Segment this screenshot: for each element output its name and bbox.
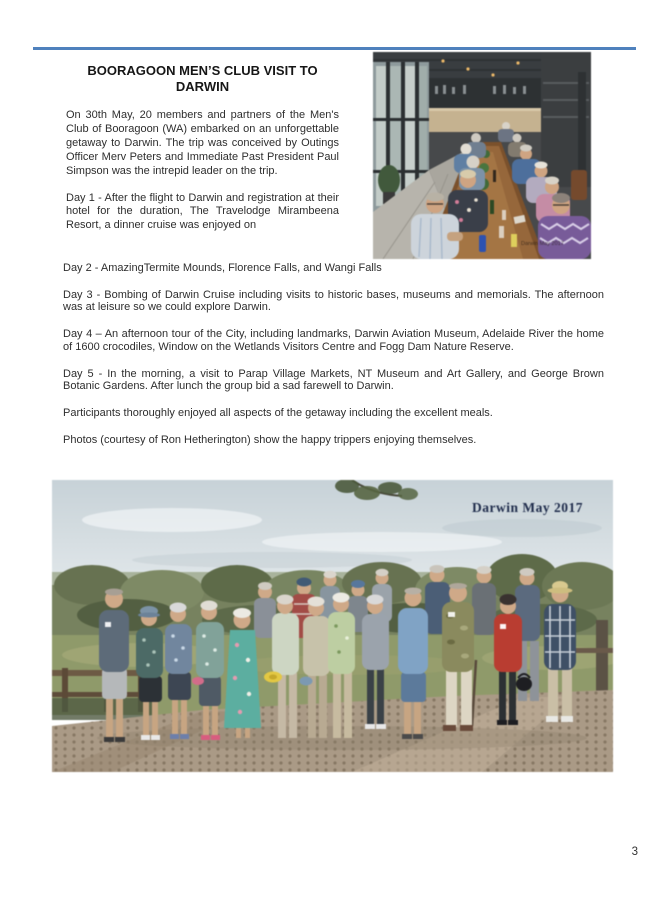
day2-paragraph: Day 2 - AmazingTermite Mounds, Florence Falls, and Wangi Falls xyxy=(63,262,382,274)
day5-paragraph: Day 5 - In the morning, a visit to Parap Village Markets, NT Museum and Art Gallery, and George Brown Botanic Gardens. After lunch the group bid a sad farewell to Darwin. xyxy=(63,367,604,393)
bar-counter xyxy=(429,78,541,132)
day4-paragraph: Day 4 – An afternoon tour of the City, including landmarks, Darwin Aviation Museum, Adelaide River the home of 1600 crocodiles, Window on the Wetlands Visitors Centre and Fogg Dam Nature Reserve. xyxy=(63,328,604,353)
horizontal-rule xyxy=(33,47,636,50)
group-photo xyxy=(52,480,613,772)
dinner-photo-caption: Darwin May 2017 xyxy=(521,241,564,247)
intro-paragraph: On 30th May, 20 members and partners of the Men's Club of Booragoon (WA) embarked on an unforgettable getaway to Darwin. The trip was conceived by Outings Officer Merv Peters and Immediate Past President Paul Simpson was the intrepid leader on the trip. xyxy=(66,109,339,177)
participants-paragraph: Participants thoroughly enjoyed all aspects of the getaway including the excellent meals. xyxy=(63,406,493,419)
page-title-line1: BOORAGOON MEN’S CLUB VISIT TO xyxy=(87,63,318,78)
right-wall xyxy=(541,52,591,187)
article-body xyxy=(63,262,604,460)
day3-paragraph: Day 3 - Bombing of Darwin Cruise including visits to historic bases, museums and memorials. The afternoon was at leisure so we could explore Darwin. xyxy=(63,288,604,314)
page-title xyxy=(66,63,339,95)
article-left-column xyxy=(66,63,339,246)
dinner-photo xyxy=(373,52,591,259)
page-number: 3 xyxy=(631,846,638,858)
day1-paragraph: Day 1 - After the flight to Darwin and registration at their hotel for the duration, The Travelodge Mirambeena Resort, a dinner cruise was enjoyed on xyxy=(66,191,339,232)
potted-plant xyxy=(378,165,400,195)
group-photo-caption: Darwin May 2017 xyxy=(472,500,583,515)
photo-credit-paragraph: Photos (courtesy of Ron Hetherington) show the happy trippers enjoying themselves. xyxy=(63,433,477,446)
page-title-line2: DARWIN xyxy=(175,79,230,94)
